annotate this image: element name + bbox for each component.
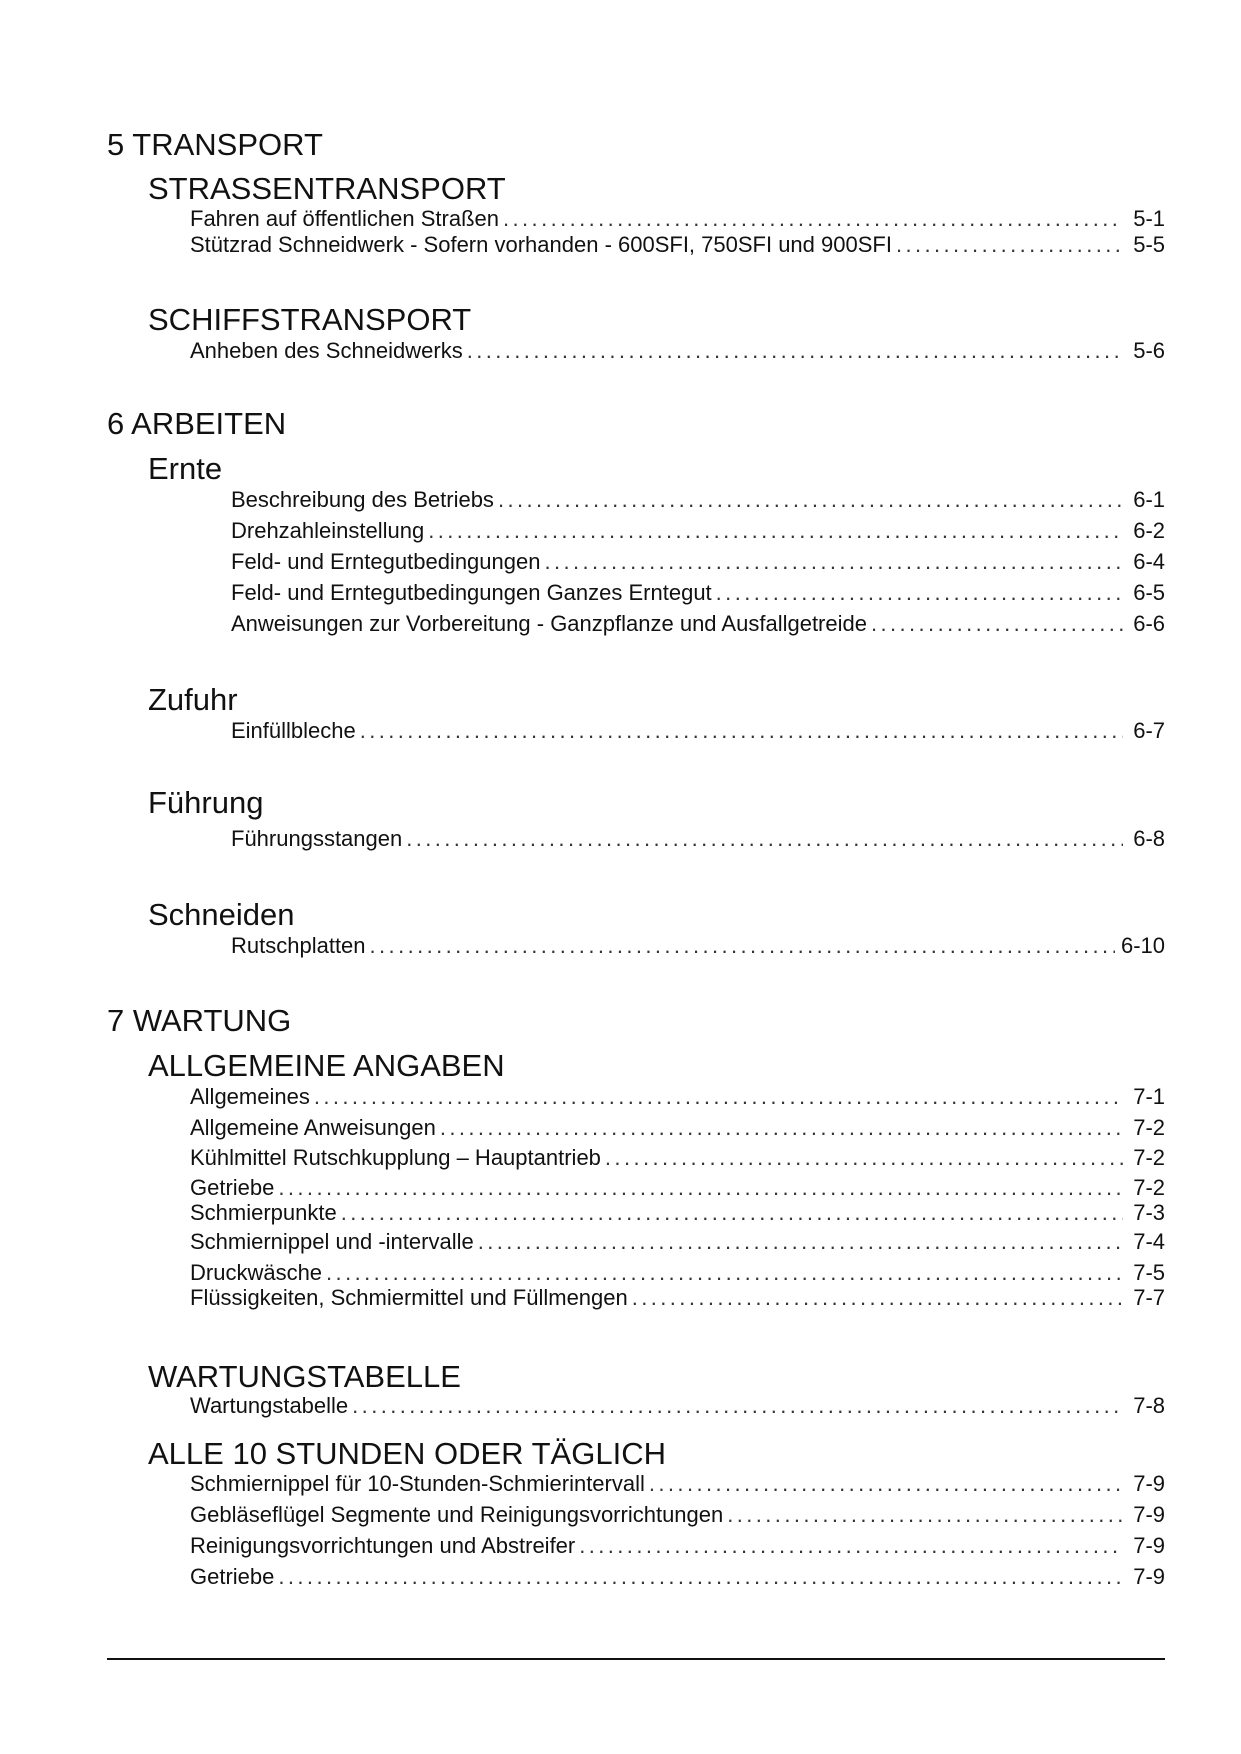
entry-title: Allgemeine Anweisungen (190, 1115, 436, 1140)
leader-dots (579, 1532, 1123, 1560)
leader-dots (896, 231, 1123, 259)
leader-dots (314, 1083, 1123, 1111)
leader-dots (341, 1199, 1123, 1227)
entry-page: 7-9 (1133, 1502, 1165, 1527)
entry-page: 7-3 (1133, 1200, 1165, 1225)
chapter-6-title: 6 ARBEITEN (107, 406, 287, 441)
entry-page: 6-10 (1120, 933, 1165, 958)
toc-entry[interactable] (190, 337, 1165, 365)
toc-entry[interactable] (190, 231, 1165, 259)
chapter-7-title: 7 WARTUNG (107, 1003, 292, 1038)
entry-page: 7-1 (1133, 1084, 1165, 1109)
toc-entry[interactable] (190, 1392, 1165, 1420)
section-allgemeine-angaben: ALLGEMEINE ANGABEN (148, 1048, 505, 1083)
toc-entry[interactable] (190, 1470, 1165, 1498)
entry-page: 6-4 (1133, 549, 1165, 574)
leader-dots (278, 1174, 1123, 1202)
toc-entry[interactable] (231, 548, 1165, 576)
leader-dots (440, 1114, 1123, 1142)
footer-rule (107, 1658, 1165, 1660)
section-fuehrung: Führung (148, 785, 264, 820)
entry-title: Anheben des Schneidwerks (190, 338, 463, 363)
entry-page: 6-8 (1133, 826, 1165, 851)
entry-page: 6-7 (1133, 718, 1165, 743)
entry-title: Druckwäsche (190, 1260, 323, 1285)
entry-title: Schmierpunkte (190, 1200, 337, 1225)
section-schneiden: Schneiden (148, 897, 295, 932)
entry-page: 7-2 (1133, 1145, 1165, 1170)
section-wartungstabelle: WARTUNGSTABELLE (148, 1359, 461, 1394)
entry-page: 5-5 (1133, 232, 1165, 257)
toc-entry[interactable] (190, 1114, 1165, 1142)
toc-entry[interactable] (190, 1284, 1165, 1312)
section-alle-10-stunden: ALLE 10 STUNDEN ODER TÄGLICH (148, 1436, 666, 1471)
section-schiffstransport: SCHIFFSTRANSPORT (148, 302, 472, 337)
entry-page: 7-2 (1133, 1175, 1165, 1200)
toc-entry[interactable] (231, 717, 1165, 745)
entry-title: Gebläseflügel Segmente und Reinigungsvorrichtungen (190, 1502, 724, 1527)
entry-title: Einfüllbleche (231, 718, 356, 743)
leader-dots (727, 1501, 1123, 1529)
entry-title: Feld- und Erntegutbedingungen (231, 549, 541, 574)
entry-title: Allgemeines (190, 1084, 310, 1109)
toc-entry[interactable] (190, 1259, 1165, 1287)
entry-title: Drehzahleinstellung (231, 518, 425, 543)
leader-dots (498, 486, 1123, 514)
leader-dots (632, 1284, 1123, 1312)
toc-entry[interactable] (231, 932, 1165, 960)
section-strassentransport: STRASSENTRANSPORT (148, 171, 506, 206)
section-zufuhr: Zufuhr (148, 682, 238, 717)
entry-page: 7-5 (1133, 1260, 1165, 1285)
entry-page: 6-6 (1133, 611, 1165, 636)
toc-entry[interactable] (231, 610, 1165, 638)
entry-page: 7-2 (1133, 1115, 1165, 1140)
leader-dots (716, 579, 1123, 607)
entry-title: Beschreibung des Betriebs (231, 487, 494, 512)
leader-dots (503, 205, 1123, 233)
entry-page: 7-9 (1133, 1533, 1165, 1558)
toc-entry[interactable] (190, 1563, 1165, 1591)
entry-title: Fahren auf öffentlichen Straßen (190, 206, 500, 231)
entry-title: Anweisungen zur Vorbereitung - Ganzpflanze und Ausfallgetreide (231, 611, 867, 636)
toc-entry[interactable] (190, 1228, 1165, 1256)
leader-dots (370, 932, 1115, 960)
leader-dots (478, 1228, 1123, 1256)
leader-dots (278, 1563, 1123, 1591)
entry-title: Wartungstabelle (190, 1393, 349, 1418)
entry-page: 7-7 (1133, 1285, 1165, 1310)
toc-entry[interactable] (190, 1144, 1165, 1172)
entry-title: Getriebe (190, 1175, 275, 1200)
leader-dots (871, 610, 1123, 638)
entry-page: 7-9 (1133, 1471, 1165, 1496)
entry-title: Feld- und Erntegutbedingungen Ganzes Erntegut (231, 580, 712, 605)
entry-page: 6-1 (1133, 487, 1165, 512)
entry-title: Rutschplatten (231, 933, 366, 958)
section-ernte: Ernte (148, 451, 223, 486)
leader-dots (428, 517, 1123, 545)
leader-dots (360, 717, 1123, 745)
entry-title: Schmiernippel und -intervalle (190, 1229, 474, 1254)
leader-dots (326, 1259, 1123, 1287)
toc-entry[interactable] (190, 1532, 1165, 1560)
entry-page: 7-4 (1133, 1229, 1165, 1254)
toc-entry[interactable] (231, 579, 1165, 607)
toc-entry[interactable] (190, 1199, 1165, 1227)
leader-dots (544, 548, 1123, 576)
leader-dots (467, 337, 1123, 365)
entry-page: 5-6 (1133, 338, 1165, 363)
entry-page: 6-2 (1133, 518, 1165, 543)
entry-page: 7-8 (1133, 1393, 1165, 1418)
toc-entry[interactable] (190, 205, 1165, 233)
leader-dots (605, 1144, 1123, 1172)
toc-entry[interactable] (231, 517, 1165, 545)
entry-title: Schmiernippel für 10-Stunden-Schmierintervall (190, 1471, 645, 1496)
entry-title: Stützrad Schneidwerk - Sofern vorhanden - 600SFI, 750SFI und 900SFI (190, 232, 892, 257)
leader-dots (352, 1392, 1123, 1420)
toc-entry[interactable] (190, 1083, 1165, 1111)
entry-title: Flüssigkeiten, Schmiermittel und Füllmengen (190, 1285, 628, 1310)
chapter-5-title: 5 TRANSPORT (107, 127, 323, 162)
entry-page: 5-1 (1133, 206, 1165, 231)
entry-title: Kühlmittel Rutschkupplung – Hauptantrieb (190, 1145, 601, 1170)
toc-entry[interactable] (190, 1501, 1165, 1529)
toc-entry[interactable] (190, 1174, 1165, 1202)
entry-title: Reinigungsvorrichtungen und Abstreifer (190, 1533, 576, 1558)
toc-entry[interactable] (231, 825, 1165, 853)
leader-dots (649, 1470, 1123, 1498)
entry-page: 7-9 (1133, 1564, 1165, 1589)
entry-page: 6-5 (1133, 580, 1165, 605)
leader-dots (406, 825, 1123, 853)
toc-entry[interactable] (231, 486, 1165, 514)
entry-title: Getriebe (190, 1564, 275, 1589)
entry-title: Führungsstangen (231, 826, 403, 851)
